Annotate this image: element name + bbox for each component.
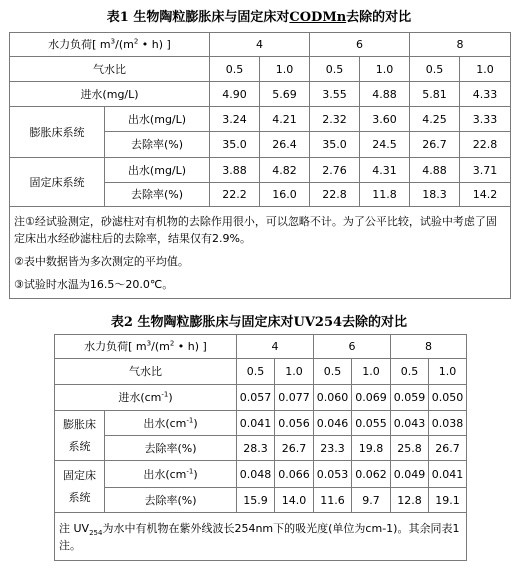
table1-load-label: 水力负荷[ $m^3/(m^2$ • h) ] xyxy=(10,33,210,57)
table-cell: 0.053 xyxy=(314,461,352,488)
table1-group-fixed-bed: 固定床系统 xyxy=(10,158,105,207)
table2-row-label: 去除率(%) xyxy=(105,488,237,513)
table1-load-8: 8 xyxy=(410,33,511,57)
table-cell: 3.55 xyxy=(310,82,360,107)
table-cell: 14.2 xyxy=(460,183,511,207)
table-cell: 15.9 xyxy=(237,488,275,513)
table-cell: 0.062 xyxy=(352,461,391,488)
table-cell: 35.0 xyxy=(210,132,260,158)
table-cell: 26.7 xyxy=(429,436,467,461)
table2-row-expanded-outflow xyxy=(55,411,467,436)
table1-title xyxy=(0,6,518,25)
table-cell: 1.0 xyxy=(360,57,410,82)
table1-note-1: 注①经试验测定，砂滤柱对有机物的去除作用很小，可以忽略不计。为了公平比较，试验中考虑了固定床出水经砂滤柱后的去除率，结果仅有2.9%。 xyxy=(14,214,497,245)
table1-note-2: ②表中数据皆为多次测定的平均值。 xyxy=(14,254,189,268)
table1-notes xyxy=(10,207,511,299)
table2-load-8: 8 xyxy=(391,335,467,359)
table-cell: 11.8 xyxy=(360,183,410,207)
table2-load-4: 4 xyxy=(237,335,314,359)
table1 xyxy=(9,32,511,299)
table2-row-expanded-removal xyxy=(55,436,467,461)
table-cell: 5.81 xyxy=(410,82,460,107)
table-cell: 0.069 xyxy=(352,385,391,411)
table1-row-label: 出水(mg/L) xyxy=(105,158,210,183)
table-cell: 26.4 xyxy=(260,132,310,158)
table1-row-expanded-outflow xyxy=(10,107,511,132)
table-cell: 1.0 xyxy=(260,57,310,82)
table-cell: 3.88 xyxy=(210,158,260,183)
table-cell: 22.8 xyxy=(460,132,511,158)
table2 xyxy=(54,334,467,561)
table-cell: 19.8 xyxy=(352,436,391,461)
table1-gas-water-label: 气水比 xyxy=(10,57,210,82)
table-cell: 4.88 xyxy=(410,158,460,183)
table2-notes-row xyxy=(55,513,467,561)
table-cell: 1.0 xyxy=(429,359,467,385)
table2-load-6: 6 xyxy=(314,335,391,359)
table2-influent-row xyxy=(55,385,467,411)
table-cell: 23.3 xyxy=(314,436,352,461)
table-cell: 25.8 xyxy=(391,436,429,461)
table1-title-prefix: 表1 生物陶粒膨胀床与固定床对 xyxy=(106,10,290,25)
table-cell: 0.056 xyxy=(275,411,314,436)
table-cell: 28.3 xyxy=(237,436,275,461)
table-cell: 1.0 xyxy=(275,359,314,385)
table-cell: 35.0 xyxy=(310,132,360,158)
table-cell: 0.060 xyxy=(314,385,352,411)
table1-note-3: ③试验时水温为16.5～20.0℃。 xyxy=(14,277,174,291)
table2-group-expanded-bed: 膨胀床 系统 xyxy=(55,411,105,461)
table-cell: 4.88 xyxy=(360,82,410,107)
table-cell: 0.057 xyxy=(237,385,275,411)
table2-load-label: 水力负荷[ $m^3/(m^2$ • h) ] xyxy=(55,335,237,359)
table-cell: 0.066 xyxy=(275,461,314,488)
table-cell: 0.050 xyxy=(429,385,467,411)
table1-row-label: 去除率(%) xyxy=(105,183,210,207)
table-cell: 0.059 xyxy=(391,385,429,411)
table-cell: 0.046 xyxy=(314,411,352,436)
table-cell: 3.33 xyxy=(460,107,511,132)
table1-row-label: 出水(mg/L) xyxy=(105,107,210,132)
table-cell: 0.043 xyxy=(391,411,429,436)
table-cell: 3.60 xyxy=(360,107,410,132)
table2-gas-water-label: 气水比 xyxy=(55,359,237,385)
table1-notes-row xyxy=(10,207,511,299)
table-cell: 5.69 xyxy=(260,82,310,107)
table-cell: 26.7 xyxy=(275,436,314,461)
table1-influent-label: 进水(mg/L) xyxy=(10,82,210,107)
table-cell: 19.1 xyxy=(429,488,467,513)
table-cell: 26.7 xyxy=(410,132,460,158)
table-cell: 11.6 xyxy=(314,488,352,513)
table-cell: 4.25 xyxy=(410,107,460,132)
table-cell: 0.5 xyxy=(314,359,352,385)
table-cell: 0.5 xyxy=(391,359,429,385)
table1-title-codmn: CODMn xyxy=(289,10,347,25)
table-cell: 14.0 xyxy=(275,488,314,513)
table-cell: 24.5 xyxy=(360,132,410,158)
table2-header-row xyxy=(55,335,467,359)
table-cell: 4.82 xyxy=(260,158,310,183)
table2-row-label: 出水$(cm^{-1})$ xyxy=(105,461,237,488)
table-cell: 3.24 xyxy=(210,107,260,132)
table2-row-label: 出水$(cm^{-1})$ xyxy=(105,411,237,436)
table1-header-row xyxy=(10,33,511,57)
table-cell: 0.041 xyxy=(237,411,275,436)
table1-group-expanded-bed: 膨胀床系统 xyxy=(10,107,105,158)
table-cell: 22.2 xyxy=(210,183,260,207)
table-cell: 2.32 xyxy=(310,107,360,132)
table-cell: 1.0 xyxy=(460,57,511,82)
table1-row-label: 去除率(%) xyxy=(105,132,210,158)
table2-row-fixed-outflow xyxy=(55,461,467,488)
table-cell: 18.3 xyxy=(410,183,460,207)
table-cell: 9.7 xyxy=(352,488,391,513)
table1-title-suffix: 去除的对比 xyxy=(346,10,412,25)
table1-row-fixed-outflow xyxy=(10,158,511,183)
table-cell: 4.31 xyxy=(360,158,410,183)
table-cell: 0.041 xyxy=(429,461,467,488)
table-cell: 0.038 xyxy=(429,411,467,436)
table-cell: 0.055 xyxy=(352,411,391,436)
table-cell: 4.33 xyxy=(460,82,511,107)
table1-load-4: 4 xyxy=(210,33,310,57)
table-cell: 0.5 xyxy=(310,57,360,82)
table2-note: 注 $UV_{254}$为水中有机物在紫外线波长254nm下的吸光度(单位为cm-1)。其余同表1注。 xyxy=(55,513,467,561)
table1-ratio-row xyxy=(10,57,511,82)
table-cell: 0.049 xyxy=(391,461,429,488)
table2-row-label: 去除率(%) xyxy=(105,436,237,461)
table1-influent-row xyxy=(10,82,511,107)
table-cell: 0.077 xyxy=(275,385,314,411)
table-cell: 0.5 xyxy=(210,57,260,82)
table-cell: 22.8 xyxy=(310,183,360,207)
table-cell: 1.0 xyxy=(352,359,391,385)
table2-influent-label: 进水$(cm^{-1})$ xyxy=(55,385,237,411)
table-cell: 0.5 xyxy=(410,57,460,82)
table-cell: 4.90 xyxy=(210,82,260,107)
table2-group-fixed-bed: 固定床 系统 xyxy=(55,461,105,513)
table2-ratio-row xyxy=(55,359,467,385)
table-cell: 12.8 xyxy=(391,488,429,513)
table-cell: 4.21 xyxy=(260,107,310,132)
table1-load-6: 6 xyxy=(310,33,410,57)
table-cell: 0.5 xyxy=(237,359,275,385)
table2-row-fixed-removal xyxy=(55,488,467,513)
table-cell: 0.048 xyxy=(237,461,275,488)
table-cell: 16.0 xyxy=(260,183,310,207)
table-cell: 2.76 xyxy=(310,158,360,183)
table-cell: 3.71 xyxy=(460,158,511,183)
table2-title: 表2 生物陶粒膨胀床与固定床对UV254去除的对比 xyxy=(110,315,408,330)
